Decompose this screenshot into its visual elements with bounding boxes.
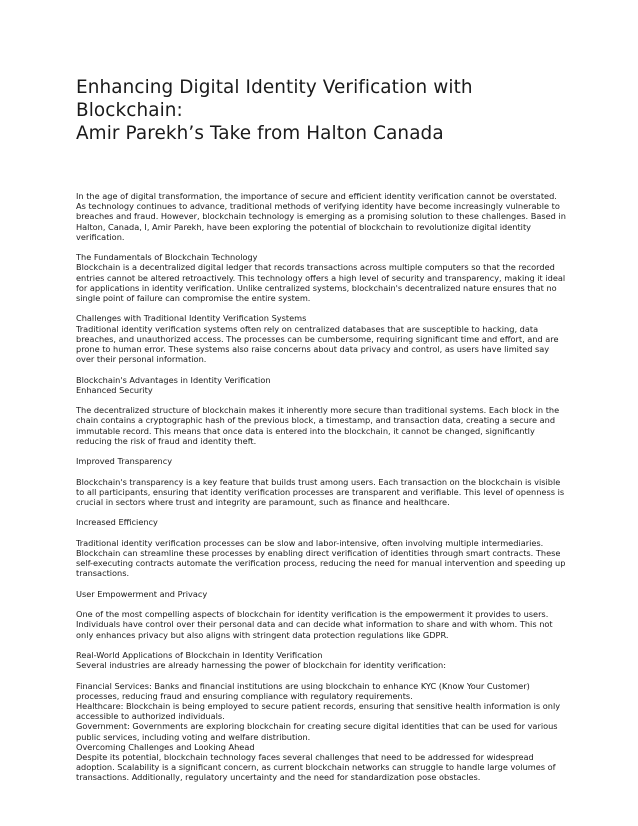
paragraph: Enhanced Security [76,384,153,395]
title-line-2: Amir Parekh’s Take from Halton Canada [76,123,444,144]
paragraph: Blockchain is a decentralized digital ledger that records transactions across multiple computers so that the recorded entries cannot be altered retroactively. This technology offers a high level of security and transparency, making it ideal for applications in identity verification. Unlike centralized systems, blockchain's decentralized nature ensures that no single point of failure can compromise the entire system. [76,262,566,304]
paragraph: One of the most compelling aspects of blockchain for identity verification is the empowerment it provides to users. Individuals have control over their personal data and can decide what information to share and with whom. This not only enhances privacy but also aligns with stringent data protection regulations like GDPR. [76,609,553,640]
paragraph: Blockchain's transparency is a key feature that builds trust among users. Each transaction on the blockchain is visible to all participants, ensuring that identity verification processes are transparent and verifiable. This level of openness is crucial in sectors where trust and integrity are paramount, such as finance and healthcare. [76,476,565,507]
paragraph: Challenges with Traditional Identity Verification Systems [76,313,307,324]
title-line-1: Enhancing Digital Identity Verification with Blockchain: [76,77,473,121]
paragraph: Despite its potential, blockchain technology faces several challenges that need to be addressed for widespread adoption. Scalability is a significant concern, as current blockchain networks can struggle to handle large volumes of transactions. Additionally, regulatory uncertainty and the need for standardization pose obstacles. [76,751,556,783]
paragraph: The decentralized structure of blockchain makes it inherently more secure than traditional systems. Each block in the chain contains a cryptographic hash of the previous block, a timestamp, and transaction data, creating a secure and immutable record. This means that once data is entered into the blockchain, it cannot be changed, significantly reducing the risk of fraud and identity theft. [76,405,560,446]
paragraph: Increased Efficiency [76,517,158,528]
document-title [76,76,568,145]
paragraph: Government: Governments are exploring blockchain for creating secure digital identities that can be used for various public services, including voting and welfare distribution. [76,721,558,742]
paragraph: Improved Transparency [76,456,173,467]
paragraph: Financial Services: Banks and financial institutions are using blockchain to enhance KYC (Know Your Customer) processes, reducing fraud and ensuring compliance with regulatory requirements. [76,680,530,701]
paragraph: Real-World Applications of Blockchain in Identity Verification [76,649,323,660]
paragraph: Several industries are already harnessing the power of blockchain for identity verification: [76,660,447,671]
paragraph: User Empowerment and Privacy [76,588,208,599]
paragraph: Traditional identity verification processes can be slow and labor-intensive, often involving multiple intermediaries. Blockchain can streamline these processes by enabling direct verification of identities through smart contracts. These self-executing contracts automate the verification process, reducing the need for manual intervention and speeding up transactions. [76,537,566,579]
paragraph: Blockchain's Advantages in Identity Verification [76,374,271,385]
paragraph: Traditional identity verification systems often rely on centralized databases that are susceptible to hacking, data breaches, and unauthorized access. The processes can be cumbersome, requiring significant time and effort, and are prone to human error. These systems also raise concerns about data privacy and control, as users have limited say over their personal information. [76,323,559,365]
document-body [76,191,568,783]
paragraph: Healthcare: Blockchain is being employed to secure patient records, ensuring that sensitive health information is only accessible to authorized individuals. [76,700,561,722]
paragraph: Overcoming Challenges and Looking Ahead [76,741,255,752]
paragraph: The Fundamentals of Blockchain Technology [76,252,258,263]
paragraph: In the age of digital transformation, the importance of secure and efficient identity verification cannot be overstated. As technology continues to advance, traditional methods of verifying identity have become increasingly vulnerable to breaches and fraud. However, blockchain technology is emerging as a promising solution to these challenges. Based in Halton, Canada, I, Amir Parekh, have been exploring the potential of blockchain to revolutionize digital identity verification. [76,191,566,242]
